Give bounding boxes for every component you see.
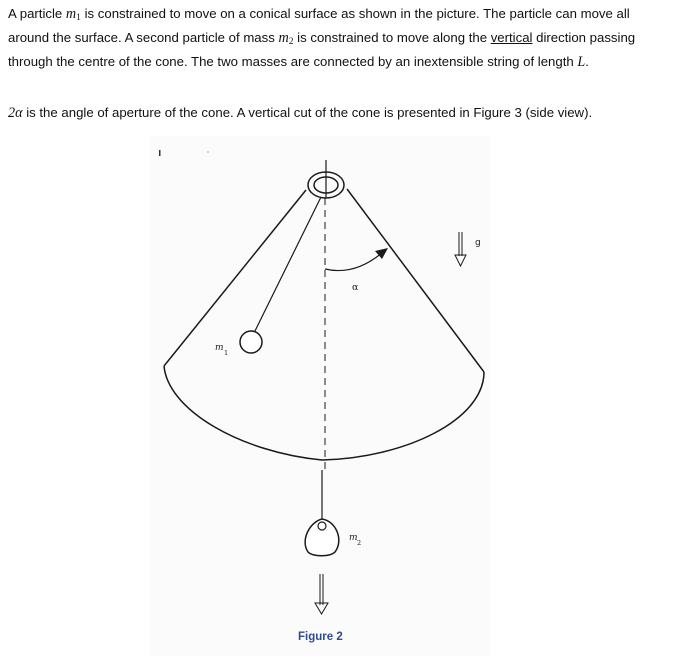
m1-label-subscript: 1 <box>224 349 229 357</box>
scan-mark <box>207 151 208 152</box>
text-run: is the angle of aperture of the cone. A vertical cut of the cone is presented in Figure 3 (side view). <box>22 105 593 120</box>
text-run: . <box>585 54 589 70</box>
underlined-word: vertical <box>490 30 533 46</box>
alpha-label: α <box>352 282 359 293</box>
symbol-m1: $m_1$ <box>65 6 81 23</box>
figure-caption: Figure 2 <box>298 631 343 643</box>
mass-m1 <box>240 331 262 353</box>
symbol-2alpha: 2α <box>8 105 23 121</box>
m1-label: m <box>215 343 224 353</box>
text-run: is constrained to move along the <box>293 30 491 46</box>
g-label: g <box>475 238 481 248</box>
text-run: is constrained to move on a conical surface as shown in the picture. The particle can move all around the surface. A second particle of mass <box>8 6 630 46</box>
symbol-m2: $m_2$ <box>278 30 294 48</box>
m2-label-subscript: 2 <box>357 539 362 547</box>
scan-mark <box>159 150 161 156</box>
symbol-L: L <box>577 54 586 71</box>
text-run: direction passing through the centre of the cone. The two masses are connected by an inextensible string of length <box>8 30 636 70</box>
text-run: A particle <box>8 6 66 21</box>
m2-label: m <box>349 533 358 543</box>
